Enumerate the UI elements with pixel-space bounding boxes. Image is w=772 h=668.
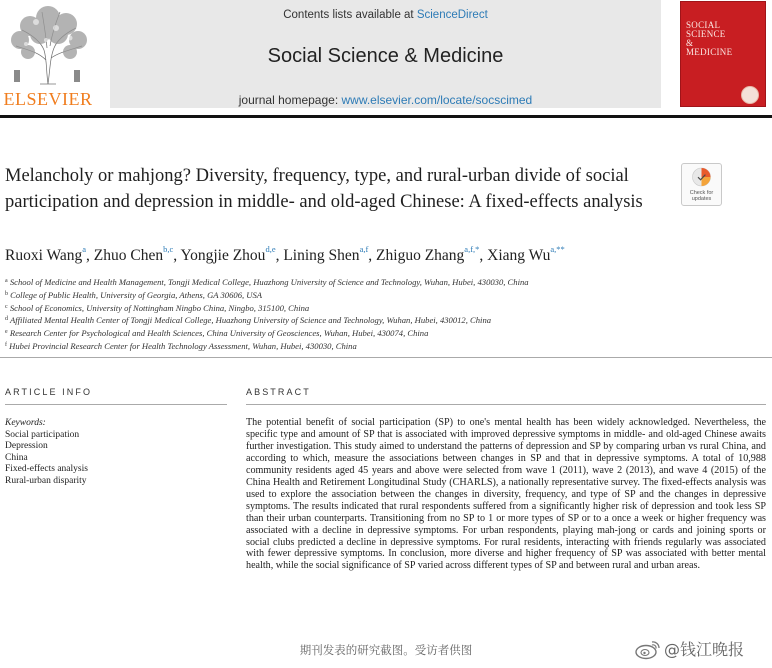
- affiliation-item: [5, 314, 765, 327]
- affiliation-marker: a: [5, 278, 8, 284]
- author-affiliation-marker[interactable]: a,f: [359, 244, 369, 254]
- abstract-body: The potential benefit of social participation (SP) to one's mental health has been widely acknowledged. Nevertheless, the specific type and amount of SP that is associated with improved depressive symptoms in middle- and old-aged Chinese awaits further investigation. This study aimed to understand the patterns of depression and SP by comparing urban vs rural China, and according to which, measure the associations between changes in SP and that in depressive symptoms. A total of 10,988 community residents aged 45 years and above were selected from wave 1 (2011), wave 2 (2013), and wave 4 (2015) of the China Health and Retirement Longitudinal Study (CHARLS), a nationally representative survey. The fixed-effects analysis was used to explore the association between the changes in diversity, frequency, and type of SP and the changes in depressive symptoms. The results indicated that rural respondents suffered from a significantly higher risk of depression and took less SP than their urban counterparts. Transitioning from no SP to 1 or more types of SP or to a once a week or higher frequency was associated with a decline in depressive symptoms. For urban respondents, playing mah-jong or cards and joining sports or social clubs predicted a decline in depressive symptoms. For rural residents, interacting with friends regularly was associated with fewer depressive symptoms. In conclusion, more diverse and higher frequency of SP was associated with better mental health, while the social significance of SP varied across different types of SP and between rural and urban areas.: [246, 417, 766, 572]
- image-caption: 期刊发表的研究截图。受访者供图: [299, 643, 473, 657]
- abstract-divider: [246, 404, 766, 405]
- author-affiliation-marker[interactable]: b,c: [163, 244, 174, 254]
- contents-line: [110, 9, 661, 21]
- author-name[interactable]: Zhiguo Zhang: [376, 247, 465, 264]
- author-name[interactable]: Xiang Wu: [487, 247, 551, 264]
- cover-seal-icon: [741, 86, 759, 104]
- keyword-item: Rural-urban disparity: [5, 475, 87, 486]
- affiliation-text: School of Medicine and Health Management, Tongji Medical College, Huazhong University of Science and Technology, Wuhan, Hubei, 430030, China: [9, 277, 529, 287]
- affiliation-divider: [0, 357, 772, 358]
- author-name[interactable]: Yongjie Zhou: [180, 247, 266, 264]
- affiliation-text: School of Economics, University of Nottingham Ningbo China, Ningbo, 315100, China: [9, 302, 310, 313]
- affiliation-item: [5, 327, 765, 340]
- affiliation-list: [5, 276, 765, 353]
- weibo-icon: [634, 638, 662, 660]
- affiliation-text: Hubei Provincial Research Center for Health Technology Assessment, Wuhan, Hubei, 430030, China: [9, 340, 357, 351]
- affiliation-item: [5, 289, 765, 302]
- author-name[interactable]: Zhuo Chen: [93, 247, 164, 264]
- article-info-divider: [5, 404, 227, 405]
- author-affiliation-marker[interactable]: a: [82, 244, 87, 254]
- journal-cover-title: [686, 21, 756, 57]
- homepage-link[interactable]: www.elsevier.com/locate/socscimed: [341, 93, 533, 107]
- keyword-item: Depression: [5, 441, 48, 452]
- author-separator: ,: [479, 247, 488, 264]
- author-affiliation-marker[interactable]: a,f,*: [464, 244, 480, 254]
- header-divider: [0, 115, 772, 118]
- article-info-heading: ARTICLE INFO: [5, 387, 93, 397]
- publisher-logo-text: ELSEVIER: [3, 89, 93, 109]
- author-separator: ,: [275, 247, 284, 264]
- sciencedirect-link[interactable]: ScienceDirect: [416, 9, 488, 21]
- check-for-updates-label: Check for updates: [689, 190, 714, 202]
- affiliation-item: [5, 302, 765, 315]
- keyword-item: Social participation: [5, 429, 80, 440]
- affiliation-text: College of Public Health, University of Georgia, Athens, GA 30606, USA: [10, 289, 263, 300]
- author-list: [5, 244, 765, 265]
- author-affiliation-marker[interactable]: a,**: [550, 244, 565, 254]
- affiliation-marker: e: [5, 329, 8, 336]
- affiliation-text: Affiliated Mental Health Center of Tongji Medical College, Huazhong University of Science and Technology, Wuhan, Hubei, 430012, China: [10, 315, 492, 326]
- journal-title: Social Science & Medicine: [267, 45, 504, 67]
- author-name[interactable]: Ruoxi Wang: [5, 247, 83, 264]
- cover-title-line: SOCIAL: [686, 20, 721, 30]
- keywords-label: Keywords:: [5, 418, 46, 428]
- cover-title-line: &: [686, 38, 694, 48]
- author-separator: ,: [368, 247, 377, 264]
- affiliation-marker: d: [5, 316, 8, 323]
- author-separator: ,: [86, 247, 94, 264]
- affiliation-marker: b: [5, 290, 8, 297]
- affiliation-item: [5, 340, 765, 353]
- affiliation-text: Research Center for Psychological and Health Sciences, China University of Geosciences, Wuhan, Hubei, 430074, China: [9, 328, 429, 339]
- cover-title-line: MEDICINE: [686, 47, 733, 57]
- author-separator: ,: [173, 247, 181, 264]
- author-name[interactable]: Lining Shen: [283, 247, 360, 264]
- article-title: Melancholy or mahjong? Diversity, frequency, type, and rural-urban divide of social participation and depression in middle- and old-aged Chinese: A fixed-effects analysis: [5, 166, 643, 212]
- keyword-item: China: [5, 452, 28, 463]
- journal-homepage-line: [110, 93, 661, 107]
- author-affiliation-marker[interactable]: d,e: [265, 244, 276, 254]
- homepage-prefix: journal homepage:: [238, 93, 342, 107]
- cover-title-line: SCIENCE: [686, 29, 726, 39]
- keyword-item: Fixed-effects analysis: [5, 464, 88, 475]
- affiliation-marker: f: [5, 341, 7, 348]
- keywords-block: [5, 418, 227, 488]
- affiliation-marker: c: [5, 303, 8, 310]
- affiliation-item: [5, 276, 765, 289]
- abstract-heading: ABSTRACT: [246, 387, 311, 397]
- watermark-text: @钱江晚报: [664, 640, 745, 659]
- contents-prefix: Contents lists available at: [283, 9, 417, 21]
